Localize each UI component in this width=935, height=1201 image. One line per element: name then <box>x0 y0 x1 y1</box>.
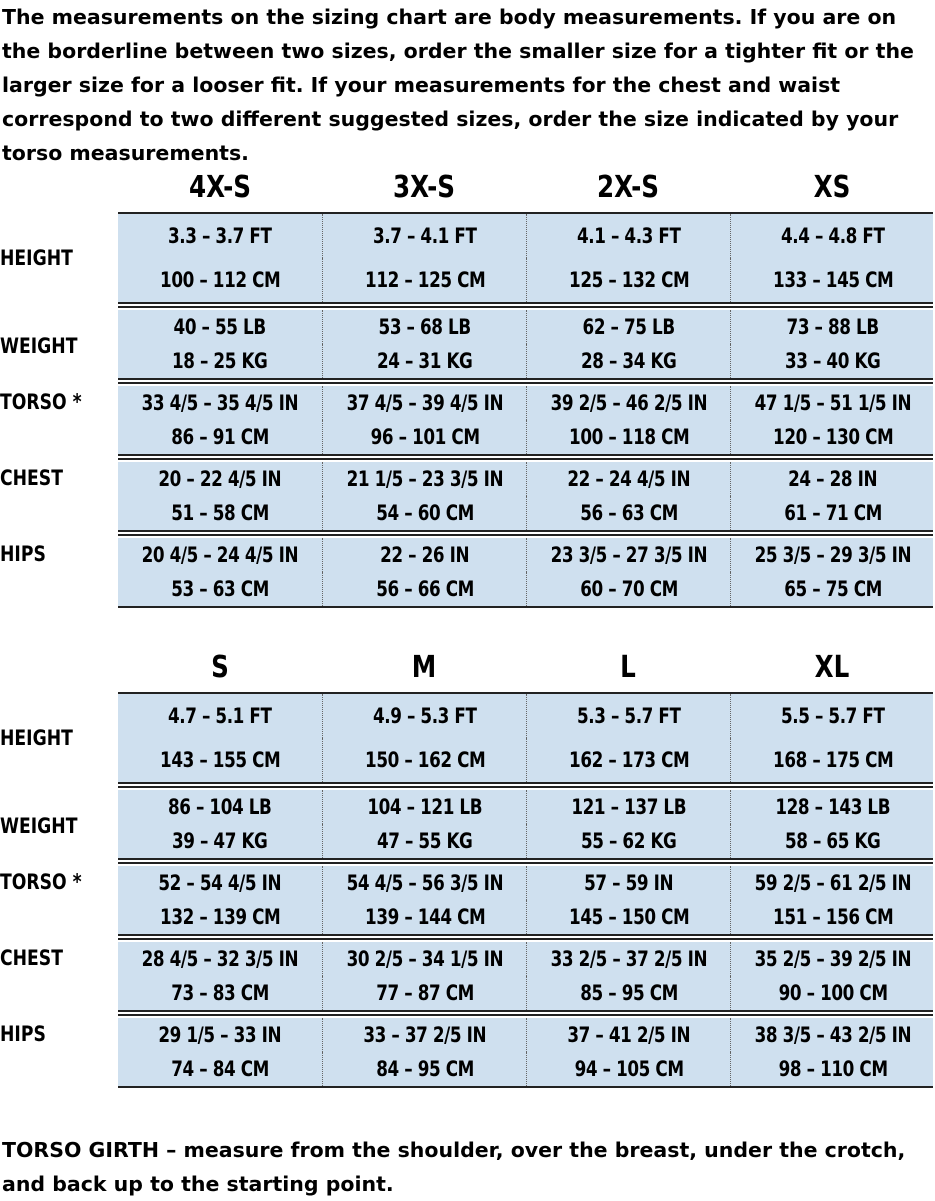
table-cell <box>322 572 527 606</box>
table-cell <box>526 976 731 1010</box>
table-row-torso-cm <box>118 420 933 454</box>
table-cell <box>526 1052 731 1086</box>
table-cell <box>118 942 322 976</box>
cell-value: 18 – 25 KG <box>172 349 268 373</box>
size-header: M <box>411 650 437 685</box>
cell-value: 77 – 87 CM <box>376 981 474 1005</box>
size-table-2 <box>0 648 935 1108</box>
table-cell <box>730 976 935 1010</box>
cell-value: 120 – 130 CM <box>772 425 894 449</box>
row-label-hips: HIPS <box>0 1022 46 1046</box>
group-separator <box>118 934 933 940</box>
row-label-weight: WEIGHT <box>0 334 78 358</box>
cell-value: 4.7 – 5.1 FT <box>168 704 272 728</box>
table-row-chest-in <box>118 942 933 976</box>
table-cell <box>526 824 731 858</box>
cell-value: 53 – 63 CM <box>171 577 269 601</box>
table-cell <box>730 572 935 606</box>
table-row-height-cm <box>118 738 933 782</box>
cell-value: 47 1/5 – 51 1/5 IN <box>754 391 912 415</box>
cell-value: 145 – 150 CM <box>568 905 690 929</box>
size-header: XL <box>814 650 850 685</box>
size-header: S <box>211 650 229 685</box>
table-cell <box>526 258 731 302</box>
group-separator <box>118 782 933 788</box>
cell-value: 86 – 104 LB <box>168 795 272 819</box>
table-cell <box>118 1018 322 1052</box>
row-label-hips: HIPS <box>0 542 46 566</box>
cell-value: 4.9 – 5.3 FT <box>373 704 477 728</box>
table-row-height-ft <box>118 694 933 738</box>
table-cell <box>322 976 527 1010</box>
group-separator <box>118 302 933 308</box>
table-cell <box>118 496 322 530</box>
table-cell <box>322 1052 527 1086</box>
cell-value: 28 4/5 – 32 3/5 IN <box>141 947 299 971</box>
cell-value: 55 – 62 KG <box>581 829 677 853</box>
table-cell <box>526 538 731 572</box>
table-cell <box>118 344 322 378</box>
table-cell <box>526 386 731 420</box>
cell-value: 33 – 40 KG <box>785 349 881 373</box>
cell-value: 54 4/5 – 56 3/5 IN <box>346 871 504 895</box>
row-label-height: HEIGHT <box>0 726 73 750</box>
cell-value: 40 – 55 LB <box>173 315 267 339</box>
table-cell <box>526 866 731 900</box>
table-cell <box>118 420 322 454</box>
cell-value: 133 – 145 CM <box>772 268 894 292</box>
cell-value: 94 – 105 CM <box>574 1057 684 1081</box>
cell-value: 100 – 112 CM <box>159 268 281 292</box>
table-cell <box>730 310 935 344</box>
table-row-hips-in <box>118 538 933 572</box>
table-cell <box>118 866 322 900</box>
table-row-weight-kg <box>118 344 933 378</box>
cell-value: 29 1/5 – 33 IN <box>158 1023 282 1047</box>
table-cell <box>730 258 935 302</box>
cell-value: 60 – 70 CM <box>580 577 678 601</box>
cell-value: 4.1 – 4.3 FT <box>577 224 681 248</box>
cell-value: 3.3 – 3.7 FT <box>168 224 272 248</box>
cell-value: 25 3/5 – 29 3/5 IN <box>754 543 912 567</box>
table-cell <box>118 258 322 302</box>
table-cell <box>322 900 527 934</box>
cell-value: 104 – 121 LB <box>367 795 483 819</box>
cell-value: 24 – 28 IN <box>788 467 878 491</box>
table-cell <box>118 790 322 824</box>
table-cell <box>118 900 322 934</box>
table-cell <box>730 790 935 824</box>
cell-value: 90 – 100 CM <box>778 981 888 1005</box>
table-row-hips-cm <box>118 572 933 606</box>
table-cell <box>322 214 527 258</box>
size-header: L <box>620 650 636 685</box>
table-cell <box>118 462 322 496</box>
cell-value: 143 – 155 CM <box>159 748 281 772</box>
cell-value: 20 4/5 – 24 4/5 IN <box>141 543 299 567</box>
size-header: 3X-S <box>392 170 456 205</box>
table-cell <box>526 344 731 378</box>
table-cell <box>322 462 527 496</box>
table-cell <box>526 572 731 606</box>
cell-value: 139 – 144 CM <box>364 905 486 929</box>
cell-value: 28 – 34 KG <box>581 349 677 373</box>
row-label-chest: CHEST <box>0 466 63 490</box>
cell-value: 35 2/5 – 39 2/5 IN <box>754 947 912 971</box>
table-cell <box>526 738 731 782</box>
cell-value: 151 – 156 CM <box>772 905 894 929</box>
cell-value: 86 – 91 CM <box>171 425 269 449</box>
table-cell <box>526 420 731 454</box>
table-cell <box>118 1052 322 1086</box>
cell-value: 128 – 143 LB <box>775 795 891 819</box>
cell-value: 39 2/5 – 46 2/5 IN <box>550 391 708 415</box>
table-cell <box>730 1052 935 1086</box>
table-row-torso-cm <box>118 900 933 934</box>
table-row-height-ft <box>118 214 933 258</box>
cell-value: 57 – 59 IN <box>584 871 674 895</box>
table-cell <box>322 694 527 738</box>
cell-value: 23 3/5 – 27 3/5 IN <box>550 543 708 567</box>
cell-value: 21 1/5 – 23 3/5 IN <box>346 467 504 491</box>
table-cell <box>322 790 527 824</box>
cell-value: 58 – 65 KG <box>785 829 881 853</box>
table-cell <box>118 824 322 858</box>
table-cell <box>730 496 935 530</box>
table-cell <box>730 344 935 378</box>
table-row-height-cm <box>118 258 933 302</box>
table-cell <box>322 386 527 420</box>
table-cell <box>730 538 935 572</box>
table-cell <box>526 214 731 258</box>
table-cell <box>322 496 527 530</box>
torso-girth-footnote: TORSO GIRTH – measure from the shoulder, over the breast, under the crotch, and back up to the starting point. <box>2 1138 906 1196</box>
table-row-weight-lb <box>118 310 933 344</box>
cell-value: 73 – 88 LB <box>786 315 880 339</box>
table-cell <box>118 694 322 738</box>
table-cell <box>730 738 935 782</box>
table-cell <box>526 900 731 934</box>
table-bottom-border <box>118 1086 933 1088</box>
table-row-hips-in <box>118 1018 933 1052</box>
cell-value: 150 – 162 CM <box>364 748 486 772</box>
row-label-height: HEIGHT <box>0 246 73 270</box>
table-cell <box>322 738 527 782</box>
cell-value: 96 – 101 CM <box>370 425 480 449</box>
group-separator <box>118 454 933 460</box>
table-cell <box>526 310 731 344</box>
cell-value: 24 – 31 KG <box>377 349 473 373</box>
cell-value: 4.4 – 4.8 FT <box>781 224 885 248</box>
cell-value: 37 – 41 2/5 IN <box>567 1023 691 1047</box>
table-cell <box>526 942 731 976</box>
cell-value: 37 4/5 – 39 4/5 IN <box>346 391 504 415</box>
cell-value: 168 – 175 CM <box>772 748 894 772</box>
table-row-chest-cm <box>118 496 933 530</box>
intro-paragraph: The measurements on the sizing chart are body measurements. If you are on the borderline between two sizes, order the smaller size for a tighter fit or the larger size for a looser fit. If your measurements for the chest and waist correspond to two different suggested sizes, order the size indicated by your torso measurements. <box>2 5 914 165</box>
table-cell <box>118 976 322 1010</box>
size-header: 2X-S <box>596 170 660 205</box>
table-row-torso-in <box>118 386 933 420</box>
cell-value: 54 – 60 CM <box>376 501 474 525</box>
group-separator <box>118 530 933 536</box>
table-cell <box>730 420 935 454</box>
table-cell <box>118 214 322 258</box>
cell-value: 56 – 63 CM <box>580 501 678 525</box>
table-cell <box>322 344 527 378</box>
cell-value: 112 – 125 CM <box>364 268 486 292</box>
size-header: 4X-S <box>188 170 252 205</box>
cell-value: 30 2/5 – 34 1/5 IN <box>346 947 504 971</box>
table-cell <box>730 1018 935 1052</box>
cell-value: 33 – 37 2/5 IN <box>363 1023 487 1047</box>
table-cell <box>526 694 731 738</box>
table-cell <box>526 1018 731 1052</box>
cell-value: 74 – 84 CM <box>171 1057 269 1081</box>
row-label-chest: CHEST <box>0 946 63 970</box>
size-table-1 <box>0 168 935 628</box>
cell-value: 51 – 58 CM <box>171 501 269 525</box>
cell-value: 53 – 68 LB <box>378 315 472 339</box>
table-row-chest-cm <box>118 976 933 1010</box>
table-cell <box>730 824 935 858</box>
cell-value: 5.5 – 5.7 FT <box>781 704 885 728</box>
group-separator <box>118 1010 933 1016</box>
table-cell <box>322 942 527 976</box>
size-header: XS <box>813 170 851 205</box>
table-cell <box>730 462 935 496</box>
table-row-torso-in <box>118 866 933 900</box>
table-cell <box>118 572 322 606</box>
cell-value: 65 – 75 CM <box>784 577 882 601</box>
table-cell <box>730 866 935 900</box>
cell-value: 84 – 95 CM <box>376 1057 474 1081</box>
table-row-weight-kg <box>118 824 933 858</box>
table-cell <box>322 538 527 572</box>
cell-value: 22 – 26 IN <box>380 543 470 567</box>
cell-value: 33 2/5 – 37 2/5 IN <box>550 947 708 971</box>
table-cell <box>526 462 731 496</box>
table-cell <box>118 538 322 572</box>
cell-value: 56 – 66 CM <box>376 577 474 601</box>
group-separator <box>118 858 933 864</box>
cell-value: 132 – 139 CM <box>159 905 281 929</box>
table-row-hips-cm <box>118 1052 933 1086</box>
table-cell <box>322 310 527 344</box>
table-cell <box>322 824 527 858</box>
cell-value: 20 – 22 4/5 IN <box>158 467 282 491</box>
table-row-chest-in <box>118 462 933 496</box>
table-cell <box>730 386 935 420</box>
cell-value: 162 – 173 CM <box>568 748 690 772</box>
table-cell <box>730 942 935 976</box>
cell-value: 100 – 118 CM <box>568 425 690 449</box>
table-cell <box>526 790 731 824</box>
table-row-weight-lb <box>118 790 933 824</box>
cell-value: 59 2/5 – 61 2/5 IN <box>754 871 912 895</box>
table-bottom-border <box>118 606 933 608</box>
table-cell <box>730 214 935 258</box>
row-label-torso: TORSO * <box>0 870 82 894</box>
cell-value: 125 – 132 CM <box>568 268 690 292</box>
row-label-weight: WEIGHT <box>0 814 78 838</box>
table-cell <box>730 694 935 738</box>
group-separator <box>118 378 933 384</box>
table-cell <box>322 258 527 302</box>
table-cell <box>322 1018 527 1052</box>
cell-value: 98 – 110 CM <box>778 1057 888 1081</box>
cell-value: 33 4/5 – 35 4/5 IN <box>141 391 299 415</box>
cell-value: 85 – 95 CM <box>580 981 678 1005</box>
table-cell <box>730 900 935 934</box>
cell-value: 39 – 47 KG <box>172 829 268 853</box>
cell-value: 121 – 137 LB <box>571 795 687 819</box>
table-cell <box>118 310 322 344</box>
cell-value: 22 – 24 4/5 IN <box>567 467 691 491</box>
cell-value: 38 3/5 – 43 2/5 IN <box>754 1023 912 1047</box>
table-cell <box>322 866 527 900</box>
cell-value: 47 – 55 KG <box>377 829 473 853</box>
table-cell <box>526 496 731 530</box>
cell-value: 52 – 54 4/5 IN <box>158 871 282 895</box>
cell-value: 62 – 75 LB <box>582 315 676 339</box>
table-cell <box>322 420 527 454</box>
cell-value: 73 – 83 CM <box>171 981 269 1005</box>
table-cell <box>118 738 322 782</box>
cell-value: 3.7 – 4.1 FT <box>373 224 477 248</box>
cell-value: 5.3 – 5.7 FT <box>577 704 681 728</box>
row-label-torso: TORSO * <box>0 390 82 414</box>
cell-value: 61 – 71 CM <box>784 501 882 525</box>
table-cell <box>118 386 322 420</box>
